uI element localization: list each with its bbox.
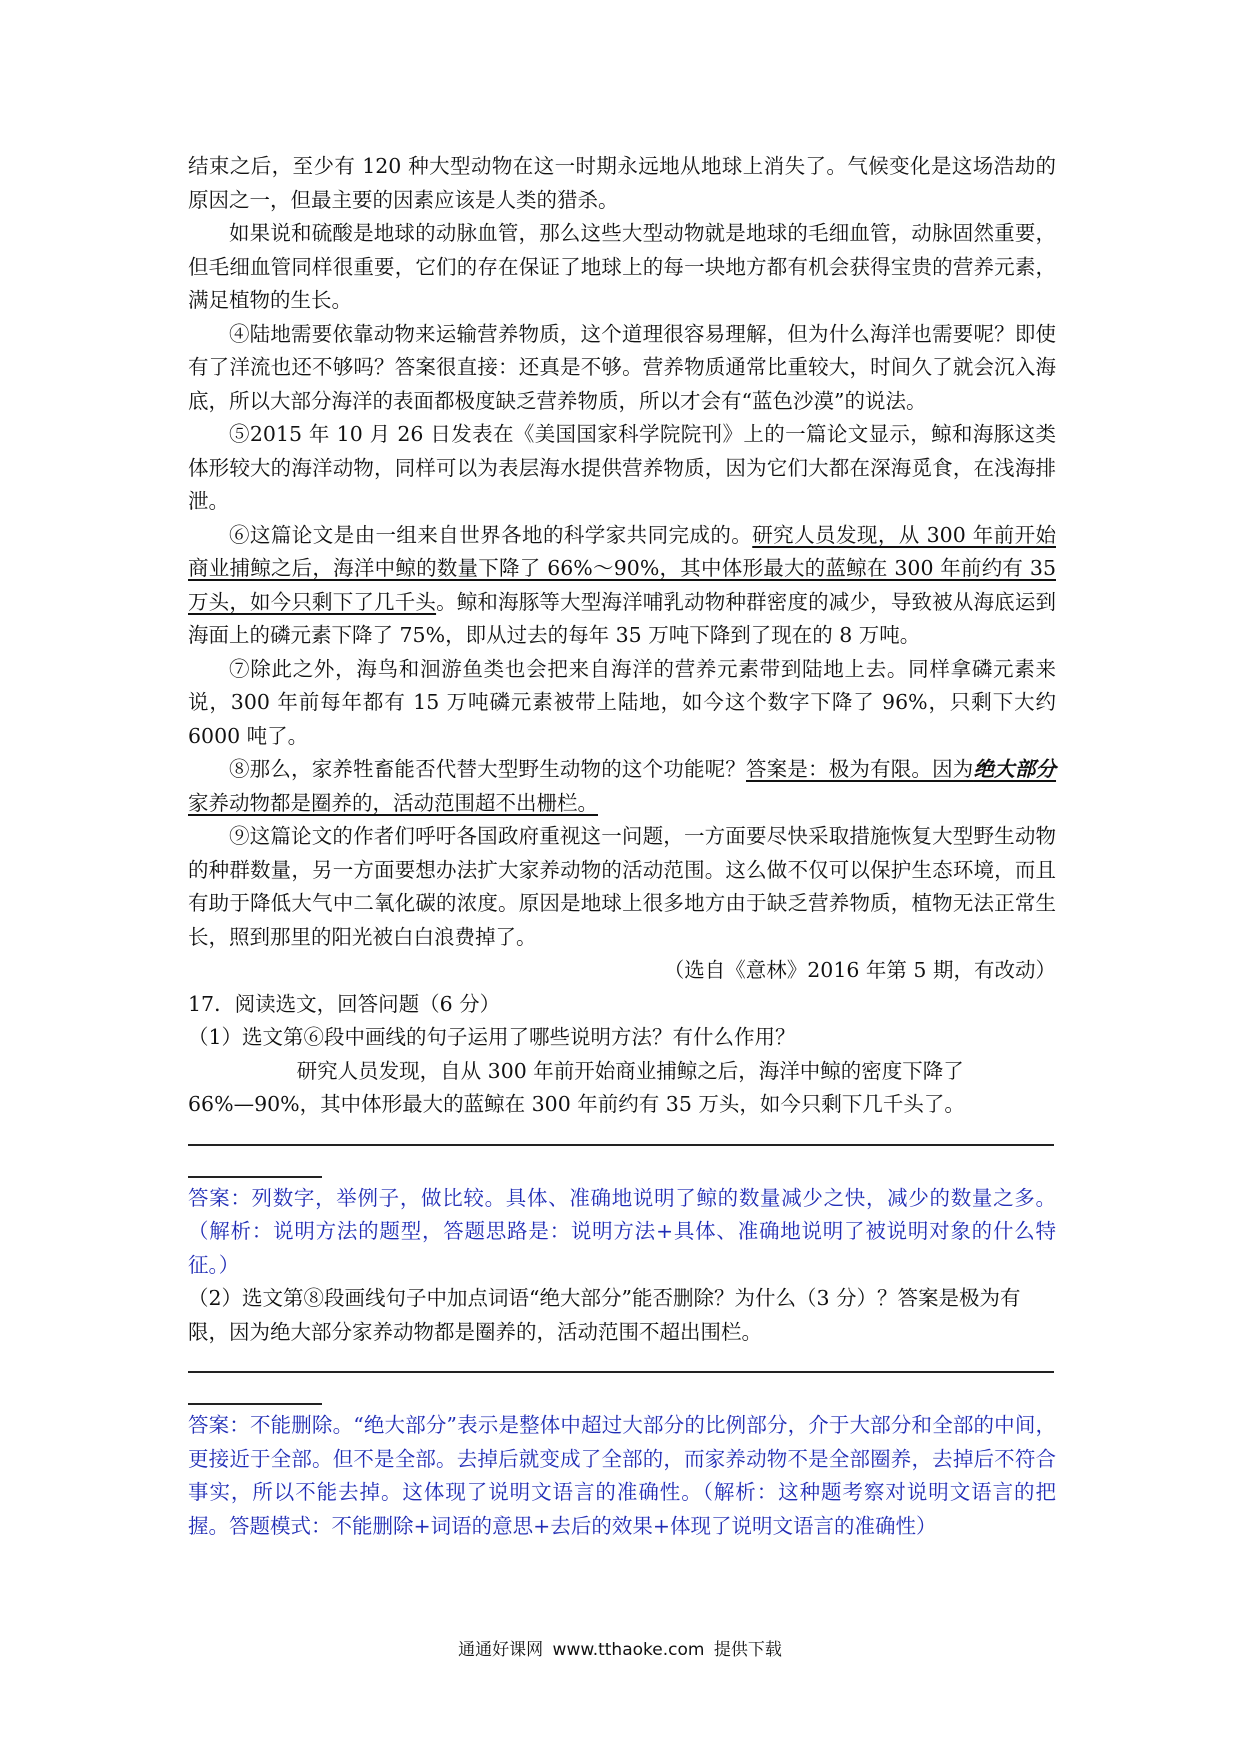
source-citation: （选自《意林》2016 年第 5 期，有改动） [663,958,1056,982]
paragraph-7: ⑦除此之外，海鸟和洄游鱼类也会把来自海洋的营养元素带到陆地上去。同样拿磷元素来说，300 年前每年都有 15 万吨磷元素被带上陆地，如今这个数字下降了 96%，只剩下大约 6000 吨了。 [188,656,1056,748]
document-body [188,150,1056,1543]
paragraph-intro: 结束之后，至少有 120 种大型动物在这一时期永远地从地球上消失了。气候变化是这场浩劫的原因之一，但最主要的因素应该是人类的猎杀。 [188,154,1056,212]
question-title: 17．阅读选文，回答问题（6 分） [188,991,501,1016]
footer-site-name: 通通好课网 [458,1640,544,1660]
question-2: （2）选文第⑧段画线句子中加点词语“绝大部分”能否删除？为什么（3 分）？答案是极为有限，因为绝大部分家养动物都是圈养的，活动范围不超出围栏。 [188,1286,1021,1344]
paragraph-9: ⑨这篇论文的作者们呼吁各国政府重视这一问题，一方面要尽快采取措施恢复大型野生动物的种群数量，另一方面要想办法扩大家养动物的活动范围。这么做不仅可以保护生态环境，而且有助于降低大气中二氧化碳的浓度。原因是地球上很多地方由于缺乏营养物质，植物无法正常生长，照到那里的阳光被白白浪费掉了。 [188,824,1056,949]
paragraph-6 [188,519,1056,653]
footer-url[interactable]: www.tthaoke.com [552,1640,705,1660]
paragraph-8-underlined-end: 家养动物都是圈养的，活动范围超不出栅栏。 [188,790,598,815]
question-1-quote-line-2: 66%—90%，其中体形最大的蓝鲸在 300 年前约有 35 万头，如今只剩下几千头了。 [188,1092,965,1116]
footer-suffix: 提供下载 [713,1640,782,1660]
question-1-quote-line-1: 研究人员发现，自从 300 年前开始商业捕鲸之后，海洋中鲸的密度下降了 [296,1058,964,1083]
paragraph-6-tail: 。鲸和海豚等大型海洋哺乳动物种群密度的减少，导致被从海底运到海面上的磷元素下降了 75%，即从过去的每年 35 万吨下降到了现在的 8 万吨。 [188,589,1057,647]
question-1: （1）选文第⑥段中画线的句子运用了哪些说明方法？有什么作用？ [188,1025,796,1049]
paragraph-8-emphasized-word: 绝大部分 [973,757,1057,781]
paragraph-8-lead: ⑧那么，家养牲畜能否代替大型野生动物的这个功能呢？ [229,757,746,781]
answer-2: 答案：不能删除。“绝大部分”表示是整体中超过大部分的比例部分，介于大部分和全部的中间，更接近于全部。但不是全部。去掉后就变成了全部的，而家养动物不是全部圈养，去掉后不符合事实，所以不能去掉。这体现了说明文语言的准确性。（解析：这种题考察对说明文语言的把握。答题模式：不能删除+词语的意思+去后的效果+体现了说明文语言的准确性） [188,1413,1056,1538]
paragraph-8 [188,753,1056,820]
paragraph-capillary: 如果说和硫酸是地球的动脉血管，那么这些大型动物就是地球的毛细血管，动脉固然重要，但毛细血管同样很重要，它们的存在保证了地球上的每一块地方都有机会获得宝贵的营养元素，满足植物的生长。 [188,221,1056,312]
paragraph-6-lead: ⑥这篇论文是由一组来自世界各地的科学家共同完成的。 [229,522,753,547]
answer-1: 答案：列数字，举例子，做比较。具体、准确地说明了鲸的数量减少之快，减少的数量之多。（解析：说明方法的题型，答题思路是：说明方法+具体、准确地说明了被说明对象的什么特征。） [188,1185,1056,1277]
paragraph-8-underlined-start: 答案是：极为有限。因为 [746,757,974,781]
paragraph-4: ④陆地需要依靠动物来运输营养物质，这个道理很容易理解，但为什么海洋也需要呢？即使有了洋流也还不够吗？答案很直接：还真是不够。营养物质通常比重较大，时间久了就会沉入海底，所以大部分海洋的表面都极度缺乏营养物质，所以才会有“蓝色沙漠”的说法。 [188,321,1056,413]
page-footer [0,1635,1240,1660]
paragraph-6-underlined-sentence: 研究人员发现，从 300 年前开始商业捕鲸之后，海洋中鲸的数量下降了 66%～90%，其中体形最大的蓝鲸在 300 年前约有 35 万头，如今只剩下了几千头 [188,522,1056,614]
paragraph-5: ⑤2015 年 10 月 26 日发表在《美国国家科学院院刊》上的一篇论文显示，鲸和海豚这类体形较大的海洋动物，同样可以为表层海水提供营养物质，因为它们大都在深海觅食，在浅海排泄。 [188,422,1056,513]
